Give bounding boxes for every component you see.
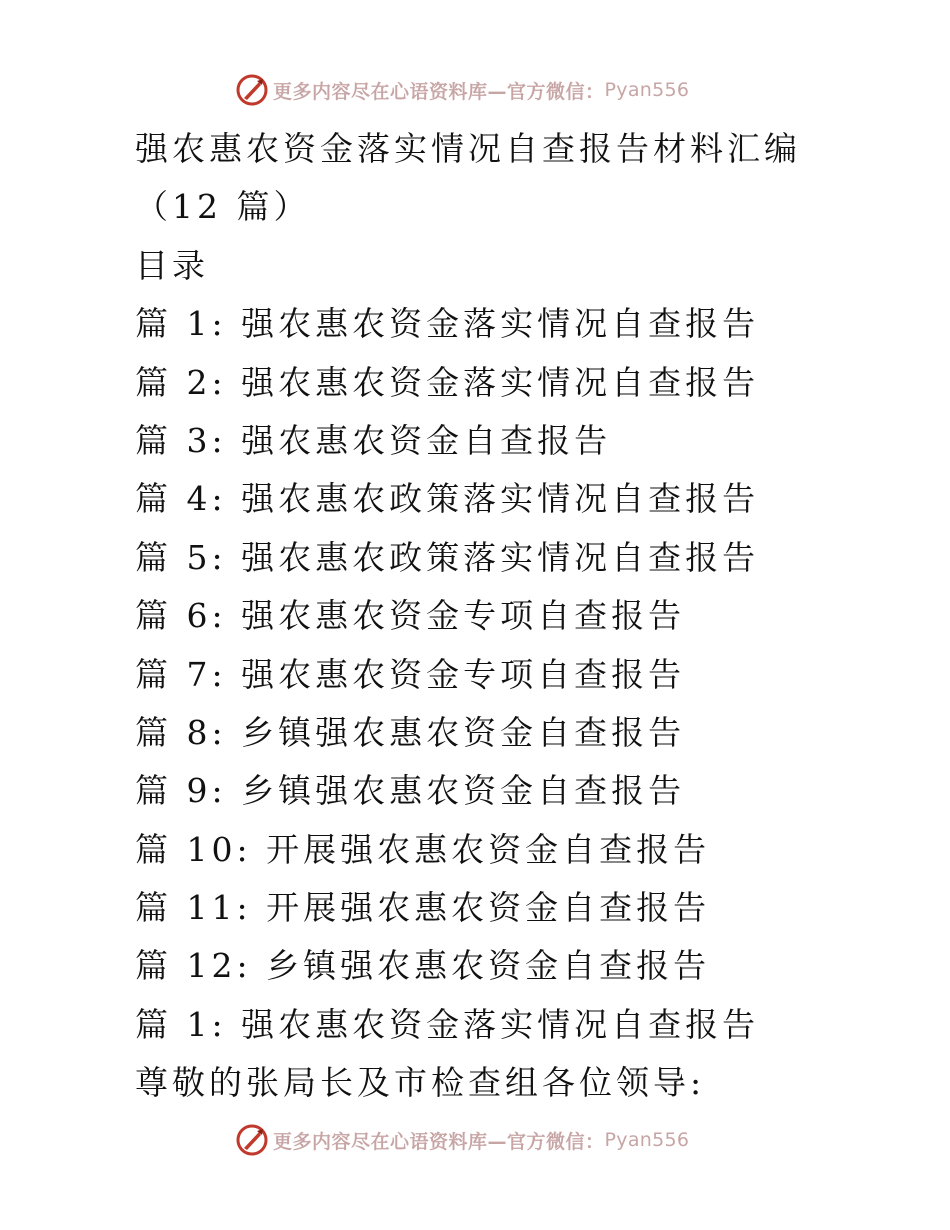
document-title-line-2: （12 篇） — [135, 187, 311, 227]
banner-text: 更多内容尽在心语资料库—官方微信： — [273, 1130, 605, 1153]
toc-item: 篇 3: 强农惠农资金自查报告 — [135, 420, 612, 460]
footer-banner — [235, 1122, 689, 1158]
header-banner — [235, 72, 689, 108]
toc-item: 篇 11: 开展强农惠农资金自查报告 — [135, 888, 711, 928]
section-heading: 篇 1: 强农惠农资金落实情况自查报告 — [135, 1004, 760, 1044]
toc-item: 篇 8: 乡镇强农惠农资金自查报告 — [135, 712, 686, 752]
document-body — [135, 120, 915, 1113]
toc-item: 篇 5: 强农惠农政策落实情况自查报告 — [135, 537, 760, 577]
toc-item: 篇 1: 强农惠农资金落实情况自查报告 — [135, 304, 760, 344]
toc-item: 篇 12: 乡镇强农惠农资金自查报告 — [135, 946, 711, 986]
toc-item: 篇 7: 强农惠农资金专项自查报告 — [135, 654, 686, 694]
quill-logo-icon — [235, 73, 269, 107]
toc-item: 篇 2: 强农惠农资金落实情况自查报告 — [135, 362, 760, 402]
quill-logo-icon — [235, 1123, 269, 1157]
toc-item: 篇 4: 强农惠农政策落实情况自查报告 — [135, 479, 760, 519]
toc-item: 篇 9: 乡镇强农惠农资金自查报告 — [135, 771, 686, 811]
toc-item: 篇 6: 强农惠农资金专项自查报告 — [135, 596, 686, 636]
banner-text: 更多内容尽在心语资料库—官方微信： — [273, 80, 605, 103]
toc-item: 篇 10: 开展强农惠农资金自查报告 — [135, 829, 711, 869]
salutation: 尊敬的张局长及市检查组各位领导: — [135, 1063, 706, 1103]
banner-wechat-id: Pyan556 — [604, 1129, 690, 1151]
document-title-line-1: 强农惠农资金落实情况自查报告材料汇编 — [135, 129, 801, 168]
banner-wechat-id: Pyan556 — [604, 79, 690, 101]
toc-heading: 目录 — [135, 245, 209, 285]
